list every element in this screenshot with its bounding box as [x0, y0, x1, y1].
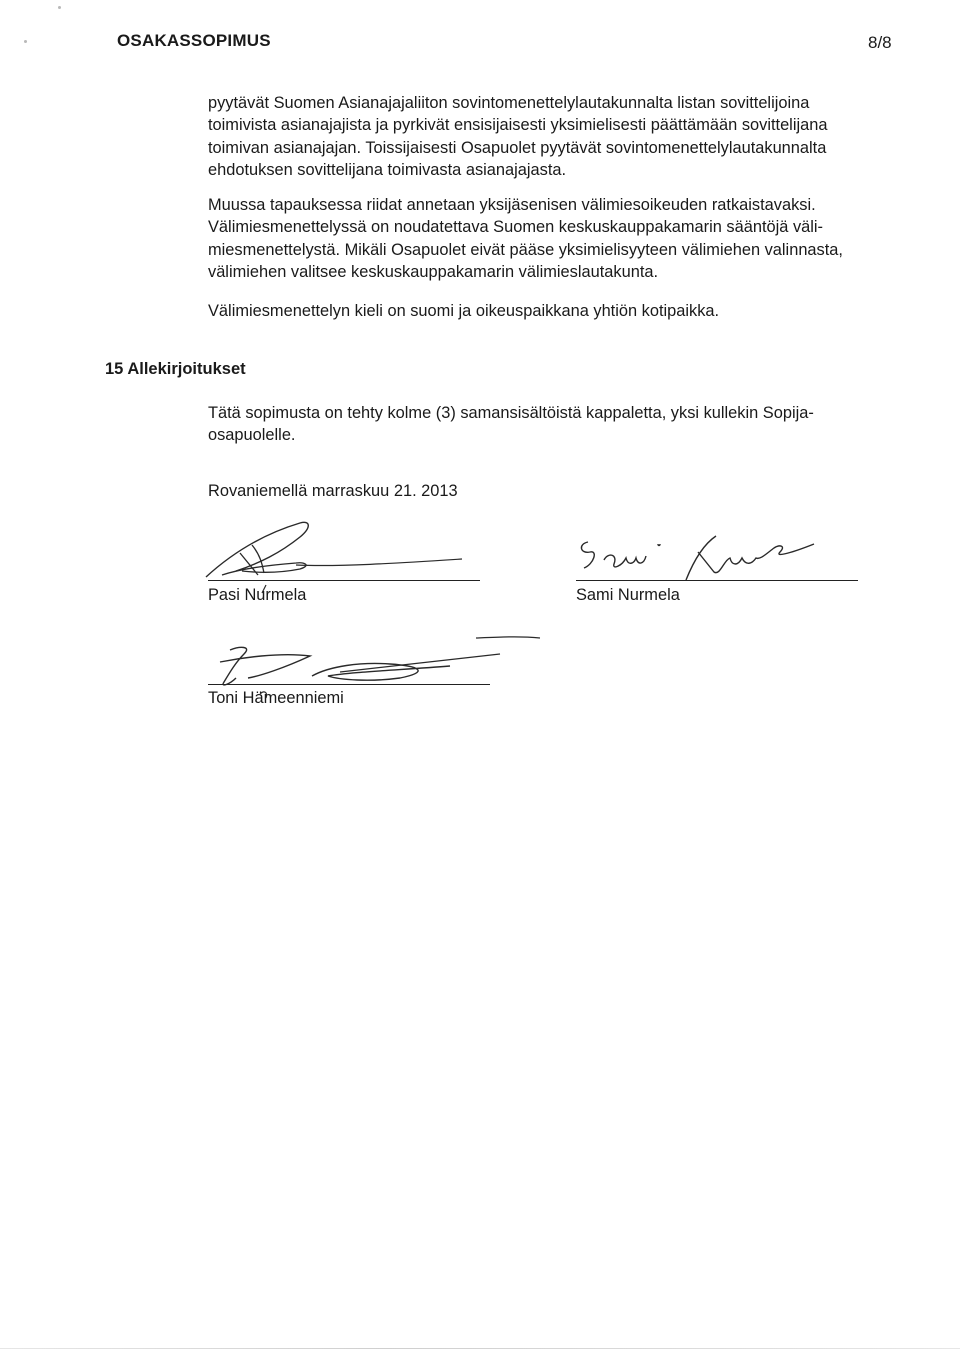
scan-speck [58, 6, 61, 9]
signatory-name: Pasi Nurmela [208, 586, 307, 604]
text-line: toimivista asianajajista ja pyrkivät ensisijaisesti yksimielisesti päättämään sovittelijana [208, 116, 828, 135]
paragraph-mediation [208, 92, 908, 182]
page-number: 8/8 [868, 33, 892, 52]
text-line: Muussa tapauksessa riidat annetaan yksijäsenisen välimiesoikeuden ratkaistavaksi. [208, 196, 816, 214]
paragraph-language [208, 300, 908, 322]
place-and-date: Rovaniemellä marraskuu 21. 2013 [208, 482, 458, 500]
signature-line [208, 580, 480, 581]
signatory-name: Sami Nurmela [576, 586, 680, 604]
signatory-name: Toni Hämeenniemi [208, 689, 344, 707]
scan-edge [0, 1348, 960, 1349]
paragraph-copies [208, 402, 908, 447]
scan-speck [24, 40, 27, 43]
signature-line [208, 684, 490, 685]
paragraph-arbitration [208, 194, 908, 284]
text-line: ehdotuksen sovittelijana toimivasta asianajajasta. [208, 161, 567, 180]
text-line: osapuolelle. [208, 426, 296, 445]
section-heading: 15 Allekirjoitukset [105, 360, 246, 378]
signature-line [576, 580, 858, 581]
text-line: toimivan asianajajan. Toissijaisesti Osapuolet pyytävät sovintomenettelylautakunnalta [208, 138, 827, 157]
text-line: välimiehen valitsee keskuskauppakamarin välimieslautakunta. [208, 263, 659, 282]
handwritten-signature-1 [200, 515, 490, 595]
text-line: Välimiesmenettelyssä on noudatettava Suomen keskuskauppakamarin sääntöjä väli- [208, 218, 823, 237]
document-title: OSAKASSOPIMUS [117, 31, 271, 50]
text-line: miesmenettelystä. Mikäli Osapuolet eivät pääse yksimielisyyteen välimiehen valinnasta, [208, 240, 843, 259]
handwritten-signature-2 [574, 530, 874, 585]
text-line: pyytävät Suomen Asianajajaliiton sovintomenettelylautakunnalta listan sovittelijoina [208, 94, 810, 112]
text-line: Välimiesmenettelyn kieli on suomi ja oikeuspaikkana yhtiön kotipaikka. [208, 302, 720, 320]
text-line: Tätä sopimusta on tehty kolme (3) samansisältöistä kappaletta, yksi kullekin Sopija- [208, 404, 814, 422]
